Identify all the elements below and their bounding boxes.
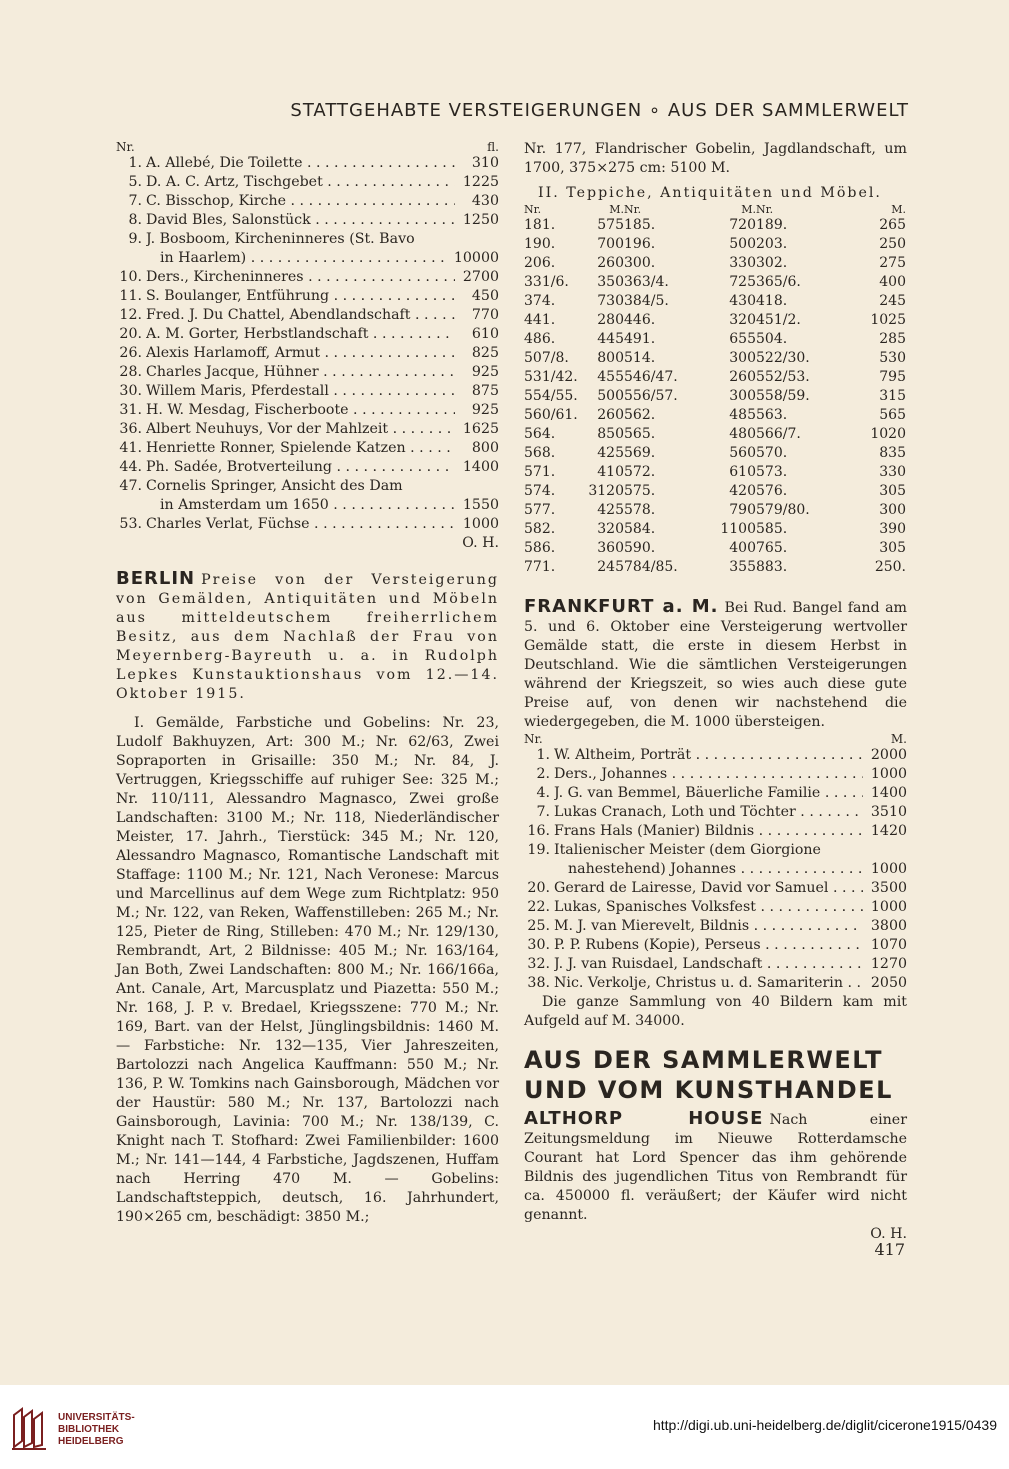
table-lot-number: 486. [524, 331, 556, 347]
lot-title: in Amsterdam um 1650 . . . [146, 496, 455, 515]
table-price: 400 [879, 274, 906, 290]
table-price: 565 [879, 407, 906, 423]
table-lot-number: 302. [756, 255, 788, 271]
lot-number: 26. [119, 345, 142, 361]
lot-row [116, 211, 499, 230]
lot-price: 3800 [870, 918, 907, 934]
lot-row [116, 477, 499, 496]
berlin-heading: BERLIN [116, 568, 196, 589]
table-lot-number: 575. [624, 483, 656, 499]
table-price: 400 [729, 540, 756, 556]
lot-title: Charles Jacque, Hühner . . . [146, 363, 455, 382]
page-number: 417 [874, 1240, 905, 1259]
lot-title: Gerard de Lairesse, David vor Samuel . . . [554, 879, 863, 898]
lot-row [116, 401, 499, 420]
althorp-paragraph: ALTHORP HOUSE Nach einer Zeitungsmeldung im Nieuwe Rotterdamsche Courant hat Lord Spencer das ihm gehörende Bildnis des jugendlichen Titus von Rembrandt für ca. 450000 fl. veräußert; der Käufer wird nicht genannt. [524, 1108, 907, 1223]
table-lot-number: 578. [624, 502, 656, 518]
table-price: 700 [597, 236, 624, 252]
col-currency: fl. [487, 140, 499, 154]
lot-title: in Haarlem) . . . [146, 249, 450, 268]
table-price: 480 [729, 426, 756, 442]
lot-title: Alexis Harlamoff, Armut . . . [146, 344, 455, 363]
lot-number: 28. [119, 364, 142, 380]
lot-number: 20. [527, 880, 550, 896]
table-price: 260 [597, 255, 624, 271]
table-price: 800 [597, 350, 624, 366]
lot-number: 53. [119, 516, 142, 532]
lot-price: 1000 [870, 861, 907, 877]
frankfurt-heading: FRANKFURT a. M. [524, 596, 719, 617]
table-price: 245 [879, 293, 906, 309]
table-price: 330 [729, 255, 756, 271]
lot-title: C. Bisschop, Kirche . . . [146, 192, 455, 211]
table-lot-number: 574. [524, 483, 556, 499]
table-header-cell: Nr. [756, 203, 774, 216]
berlin-section2-title: II. Teppiche, Antiquitäten und Möbel. [538, 185, 882, 201]
table-price: 260 [729, 369, 756, 385]
table-lot-number: 590. [624, 540, 656, 556]
lot-number: 31. [119, 402, 142, 418]
lot-price: 450 [471, 288, 499, 304]
table-lot-number: 203. [756, 236, 788, 252]
table-lot-number: 206. [524, 255, 556, 271]
lot-number: 25. [527, 918, 550, 934]
table-price: 455 [597, 369, 624, 385]
lot-number: 47. [119, 478, 142, 494]
lot-number: 30. [119, 383, 142, 399]
lot-number: 19. [527, 842, 550, 858]
lot-row [116, 154, 499, 173]
table-price: 485 [729, 407, 756, 423]
lot-price: 925 [471, 364, 499, 380]
table-price: 445 [597, 331, 624, 347]
table-header-cell: Nr. [524, 203, 542, 216]
lot-row [524, 917, 907, 936]
table-lot-number: 572. [624, 464, 656, 480]
table-lot-number: 552/53. [756, 369, 810, 385]
table-price: 280 [597, 312, 624, 328]
table-price: 3120 [588, 483, 624, 499]
lot-row [524, 936, 907, 955]
table-lot-number: 564. [524, 426, 556, 442]
lot-number: 16. [527, 823, 550, 839]
lot-title: A. Allebé, Die Toilette . . . [146, 154, 455, 173]
lot-title: D. A. C. Artz, Tischgebet . . . [146, 173, 455, 192]
lot-title: Fred. J. Du Chattel, Abendlandschaft . . . [146, 306, 455, 325]
table-lot-number: 560/61. [524, 407, 578, 423]
lot-row [116, 249, 499, 268]
table-price: 425 [597, 502, 624, 518]
table-price: 320 [597, 521, 624, 537]
library-name: UNIVERSITÄTS- BIBLIOTHEK HEIDELBERG [58, 1412, 135, 1447]
table-lot-number: 883. [756, 559, 788, 575]
lot-price: 1000 [870, 766, 907, 782]
table-lot-number: 507/8. [524, 350, 569, 366]
lot-number: 36. [119, 421, 142, 437]
lot-title: H. W. Mesdag, Fischerboote . . . [146, 401, 455, 420]
table-lot-number: 522/30. [756, 350, 810, 366]
lot-number: 41. [119, 440, 142, 456]
prices-table-header [524, 203, 907, 216]
table-lot-number: 504. [756, 331, 788, 347]
table-price: 330 [879, 464, 906, 480]
lot-row [524, 765, 907, 784]
lot-title: Willem Maris, Pferdestall . . . [146, 382, 455, 401]
lot-number: 11. [119, 288, 142, 304]
digitization-footer [0, 1385, 1009, 1469]
table-price: 430 [729, 293, 756, 309]
table-lot-number: 384/5. [624, 293, 669, 309]
table-lot-number: 514. [624, 350, 656, 366]
table-price: 425 [597, 445, 624, 461]
table-price: 790 [729, 502, 756, 518]
table-lot-number: 584. [624, 521, 656, 537]
lot-number: 32. [527, 956, 550, 972]
table-lot-number: 566/7. [756, 426, 801, 442]
table-price: 500 [729, 236, 756, 252]
table-price: 245 [597, 559, 624, 575]
lot-number: 7. [128, 193, 142, 209]
table-price: 350 [597, 274, 624, 290]
lot-number: 38. [527, 975, 550, 991]
lot-title: David Bles, Salonstück . . . [146, 211, 455, 230]
lot-price: 1000 [870, 899, 907, 915]
table-price: 360 [597, 540, 624, 556]
lot-price: 875 [471, 383, 499, 399]
lot-row [116, 439, 499, 458]
table-price: 730 [597, 293, 624, 309]
table-lot-number: 582. [524, 521, 556, 537]
lot-price: 1225 [462, 174, 499, 190]
lot-title: Henriette Ronner, Spielende Katzen . . . [146, 439, 455, 458]
table-lot-number: 568. [524, 445, 556, 461]
lot-row [116, 325, 499, 344]
table-lot-number: 546/47. [624, 369, 678, 385]
table-price: 275 [879, 255, 906, 271]
table-price: 260 [597, 407, 624, 423]
table-lot-number: 563. [756, 407, 788, 423]
lot-price: 1550 [462, 497, 499, 513]
lot-price: 1625 [462, 421, 499, 437]
lot-number: 2. [536, 766, 550, 782]
frankfurt-closing: Die ganze Sammlung von 40 Bildern kam mit Aufgeld auf M. 34000. [524, 994, 907, 1029]
lot-row [116, 420, 499, 439]
lot-price: 2000 [870, 747, 907, 763]
source-url-link[interactable]: http://digi.ub.uni-heidelberg.de/diglit/cicerone1915/0439 [652, 1417, 997, 1433]
table-price: 410 [597, 464, 624, 480]
table-lot-number: 554/55. [524, 388, 578, 404]
lot-title: J. G. van Bemmel, Bäuerliche Familie . . . [554, 784, 863, 803]
table-lot-number: 573. [756, 464, 788, 480]
lot-price: 770 [471, 307, 499, 323]
table-price: 795 [879, 369, 906, 385]
table-lot-number: 491. [624, 331, 656, 347]
table-lot-number: 531/42. [524, 369, 578, 385]
table-price: 300 [729, 350, 756, 366]
table-lot-number: 189. [756, 217, 788, 233]
left-lot-list [116, 154, 499, 534]
lot-number: 7. [536, 804, 550, 820]
lot-price: 1070 [870, 937, 907, 953]
lot-title: Ders., Johannes . . . [554, 765, 863, 784]
table-lot-number: 571. [524, 464, 556, 480]
lot-price: 2700 [462, 269, 499, 285]
lot-row [524, 974, 907, 993]
table-price: 1100 [720, 521, 756, 537]
table-header-cell: Nr. [624, 203, 642, 216]
lot-row [116, 306, 499, 325]
lot-price: 430 [471, 193, 499, 209]
lot-row [116, 287, 499, 306]
lot-row [116, 173, 499, 192]
table-price: 265 [879, 217, 906, 233]
lot-price: 925 [471, 402, 499, 418]
table-price: 250 [879, 236, 906, 252]
table-lot-number: 196. [624, 236, 656, 252]
table-price: 305 [879, 540, 906, 556]
frankfurt-lot-list [524, 746, 907, 993]
lot-title: Nic. Verkolje, Christus u. d. Samariterin . . . [554, 974, 863, 993]
table-price: 250. [874, 559, 906, 575]
left-column [116, 140, 499, 1227]
lot-number: 44. [119, 459, 142, 475]
lot-title: Lukas Cranach, Loth und Töchter . . . [554, 803, 863, 822]
lot-row [524, 822, 907, 841]
lot-number: 1. [128, 155, 142, 171]
col-currency: M. [890, 732, 907, 746]
lot-price: 3500 [870, 880, 907, 896]
table-lot-number: 190. [524, 236, 556, 252]
table-price: 305 [879, 483, 906, 499]
lot-row [524, 860, 907, 879]
lot-price: 310 [471, 155, 499, 171]
lot-number: 30. [527, 937, 550, 953]
lot-title: Ph. Sadée, Brotverteilung . . . [146, 458, 455, 477]
lot-price: 1250 [462, 212, 499, 228]
lot-price: 825 [471, 345, 499, 361]
table-price: 575 [597, 217, 624, 233]
lot-title: Albert Neuhuys, Vor der Mahlzeit . . . [146, 420, 455, 439]
section-title: AUS DER SAMMLERWELT UND VOM KUNSTHANDEL [524, 1046, 893, 1104]
frankfurt-intro: FRANKFURT a. M. Bei Rud. Bangel fand am 5. und 6. Oktober eine Versteigerung wertvoller Gemälde statt, die erste in diesem Herbst in Deutschland. Wie die sämtlichen Versteigerungen während der Kriegszeit, so wies auch diese gute Preise auf, von denen wir nachstehend die wiedergegeben, die M. 1000 übersteigen. [524, 596, 907, 730]
table-price: 835 [879, 445, 906, 461]
table-price: 1020 [870, 426, 906, 442]
lot-row [116, 363, 499, 382]
table-price: 300 [729, 388, 756, 404]
table-lot-number: 363/4. [624, 274, 669, 290]
table-lot-number: 569. [624, 445, 656, 461]
table-lot-number: 771. [524, 559, 556, 575]
lot-number: 4. [536, 785, 550, 801]
right-signature: O. H. [870, 1226, 907, 1242]
lot-number: 22. [527, 899, 550, 915]
lot-price: 1400 [870, 785, 907, 801]
lot-number: 12. [119, 307, 142, 323]
table-lot-number: 181. [524, 217, 556, 233]
table-lot-number: 577. [524, 502, 556, 518]
berlin-intro: BERLIN Preise von der Versteigerung von Gemälden, Antiquitäten und Möbeln aus mitteldeutschem freiherrlichem Besitz, aus dem Nachlaß der Frau von Meyernberg-Bayreuth u. a. in Rudolph Lepkes Kunstauktionshaus vom 12.—14. Oktober 1915. [116, 568, 499, 702]
lot-title: M. J. van Mierevelt, Bildnis . . . [554, 917, 863, 936]
lot-number: 1. [536, 747, 550, 763]
lot-row [116, 515, 499, 534]
lot-row [524, 898, 907, 917]
table-price: 420 [729, 483, 756, 499]
lot-title: P. P. Rubens (Kopie), Perseus . . . [554, 936, 863, 955]
lot-row [116, 382, 499, 401]
lot-title: Cornelis Springer, Ansicht des Dam [146, 478, 403, 494]
col-nr: Nr. [116, 140, 135, 154]
table-price: 610 [729, 464, 756, 480]
table-lot-number: 300. [624, 255, 656, 271]
table-lot-number: 185. [624, 217, 656, 233]
lot-row [116, 458, 499, 477]
lot-row [116, 192, 499, 211]
lot-row [116, 268, 499, 287]
table-price: 850 [597, 426, 624, 442]
table-price: 320 [729, 312, 756, 328]
table-lot-number: 556/57. [624, 388, 678, 404]
left-signature: O. H. [462, 535, 499, 551]
table-lot-number: 446. [624, 312, 656, 328]
table-lot-number: 451/2. [756, 312, 801, 328]
lot-title: nahestehend) Johannes . . . [554, 860, 863, 879]
table-price: 560 [729, 445, 756, 461]
table-price: 315 [879, 388, 906, 404]
lot-row [116, 496, 499, 515]
table-lot-number: 418. [756, 293, 788, 309]
lot-title: W. Altheim, Porträt . . . [554, 746, 863, 765]
table-lot-number: 576. [756, 483, 788, 499]
lot-title: Italienischer Meister (dem Giorgione [554, 842, 821, 858]
table-lot-number: 765. [756, 540, 788, 556]
lot-number: 5. [128, 174, 142, 190]
lot-number: 20. [119, 326, 142, 342]
table-header-cell: M. [609, 203, 624, 216]
lot-number: 8. [128, 212, 142, 228]
table-lot-number: 570. [756, 445, 788, 461]
table-price: 300 [879, 502, 906, 518]
table-lot-number: 441. [524, 312, 556, 328]
table-price: 500 [597, 388, 624, 404]
lot-number: 9. [128, 231, 142, 247]
table-lot-number: 374. [524, 293, 556, 309]
lot-price: 1000 [462, 516, 499, 532]
left-list-header [116, 140, 499, 154]
table-price: 530 [879, 350, 906, 366]
lot-row [524, 841, 907, 860]
berlin-continued: Nr. 177, Flandrischer Gobelin, Jagdlandschaft, um 1700, 375×275 cm: 5100 M. [524, 141, 907, 176]
table-price: 355 [729, 559, 756, 575]
lot-row [116, 230, 499, 249]
table-lot-number: 585. [756, 521, 788, 537]
lot-title: Charles Verlat, Füchse . . . [146, 515, 455, 534]
lot-price: 3510 [870, 804, 907, 820]
lot-row [116, 344, 499, 363]
lot-title: Frans Hals (Manier) Bildnis . . . [554, 822, 863, 841]
table-lot-number: 558/59. [756, 388, 810, 404]
table-price: 725 [729, 274, 756, 290]
table-lot-number: 331/6. [524, 274, 569, 290]
table-lot-number: 562. [624, 407, 656, 423]
lot-price: 10000 [453, 250, 499, 266]
running-header: STATTGEHABTE VERSTEIGERUNGEN ∘ AUS DER SAMMLERWELT [290, 100, 909, 121]
lot-row [524, 955, 907, 974]
lot-title: A. M. Gorter, Herbstlandschaft . . . [146, 325, 455, 344]
lot-number: 10. [119, 269, 142, 285]
table-header-cell: M. [891, 203, 906, 216]
table-price: 285 [879, 331, 906, 347]
table-lot-number: 365/6. [756, 274, 801, 290]
table-price: 655 [729, 331, 756, 347]
table-lot-number: 579/80. [756, 502, 810, 518]
lot-price: 800 [471, 440, 499, 456]
lot-row [524, 879, 907, 898]
col-nr: Nr. [524, 732, 543, 746]
lot-price: 1400 [462, 459, 499, 475]
lot-row [524, 803, 907, 822]
lot-row [524, 746, 907, 765]
lot-title: Lukas, Spanisches Volksfest . . . [554, 898, 863, 917]
lot-title: Ders., Kircheninneres . . . [146, 268, 455, 287]
table-lot-number: 586. [524, 540, 556, 556]
prices-table [524, 216, 907, 577]
table-price: 720 [729, 217, 756, 233]
right-column [524, 140, 907, 1244]
lot-title: S. Boulanger, Entführung . . . [146, 287, 455, 306]
table-lot-number: 784/85. [624, 559, 678, 575]
althorp-heading: ALTHORP HOUSE [524, 1108, 764, 1129]
library-logo-icon [10, 1405, 50, 1451]
lot-title: J. J. van Ruisdael, Landschaft . . . [554, 955, 863, 974]
lot-price: 1270 [870, 956, 907, 972]
lot-price: 610 [471, 326, 499, 342]
lot-row [524, 784, 907, 803]
table-price: 1025 [870, 312, 906, 328]
table-price: 390 [879, 521, 906, 537]
berlin-section1: I. Gemälde, Farbstiche und Gobelins: Nr. 23, Ludolf Bakhuyzen, Art: 300 M.; Nr. 62/63, Zwei Sopraporten in Grisaille: 350 M.; Nr. 84, J. Vertruggen, Kriegsschiffe auf ruhiger See: 325 M.; Nr. 110/111, Alessandro Magnasco, Zwei große Landschaften: 3100 M.; Nr. 118, Niederländischer Meister, 17. Jahrh., Tierstück: 345 M.; Nr. 120, Alessandro Magnasco, Romantische Landschaft mit Staffage: 1100 M.; Nr. 121, Nach Veronese: Marcus und Marcellinus auf dem Wege zum Richtplatz: 950 M.; Nr. 122, van Reken, Waffenstilleben: 265 M.; Nr. 125, Pieter de Ring, Stilleben: 470 M.; Nr. 129/130, Rembrandt, Art, 2 Bildnisse: 405 M.; Nr. 163/164, Jan Both, Zwei Landschaften: 800 M.; Nr. 166/166a, Ant. Canale, Art, Marcusplatz und Piazetta: 550 M.; Nr. 168, J. P. v. Bredael, Kriegsszene: 770 M.; Nr. 169, Bart. van der Helst, Jünglingsbildnis: 1460 M. — Farbstiche: Nr. 132—135, Vier Jahreszeiten, Bartolozzi nach Angelica Kauffmann: 550 M.; Nr. 136, P. W. Tomkins nach Gainsborough, Mädchen vor der Haustür: 580 M.; Nr. 137, Bartolozzi nach Gainsborough, Lavinia: 700 M.; Nr. 138/139, C. Knight nach T. Stofhard: Zwei Familienbilder: 1600 M.; Nr. 141—144, 4 Farbstiche, Jagdszenen, Huffam nach Herring 470 M. — Gobelins: Landschaftsteppich, deutsch, 16. Jahrhundert, 190×265 cm, beschädigt: 3850 M.; [116, 715, 499, 1225]
lot-price: 1420 [870, 823, 907, 839]
lot-price: 2050 [870, 975, 907, 991]
right-list-header [524, 732, 907, 746]
table-lot-number: 565. [624, 426, 656, 442]
lot-title: J. Bosboom, Kircheninneres (St. Bavo [146, 231, 415, 247]
table-header-cell: M. [741, 203, 756, 216]
